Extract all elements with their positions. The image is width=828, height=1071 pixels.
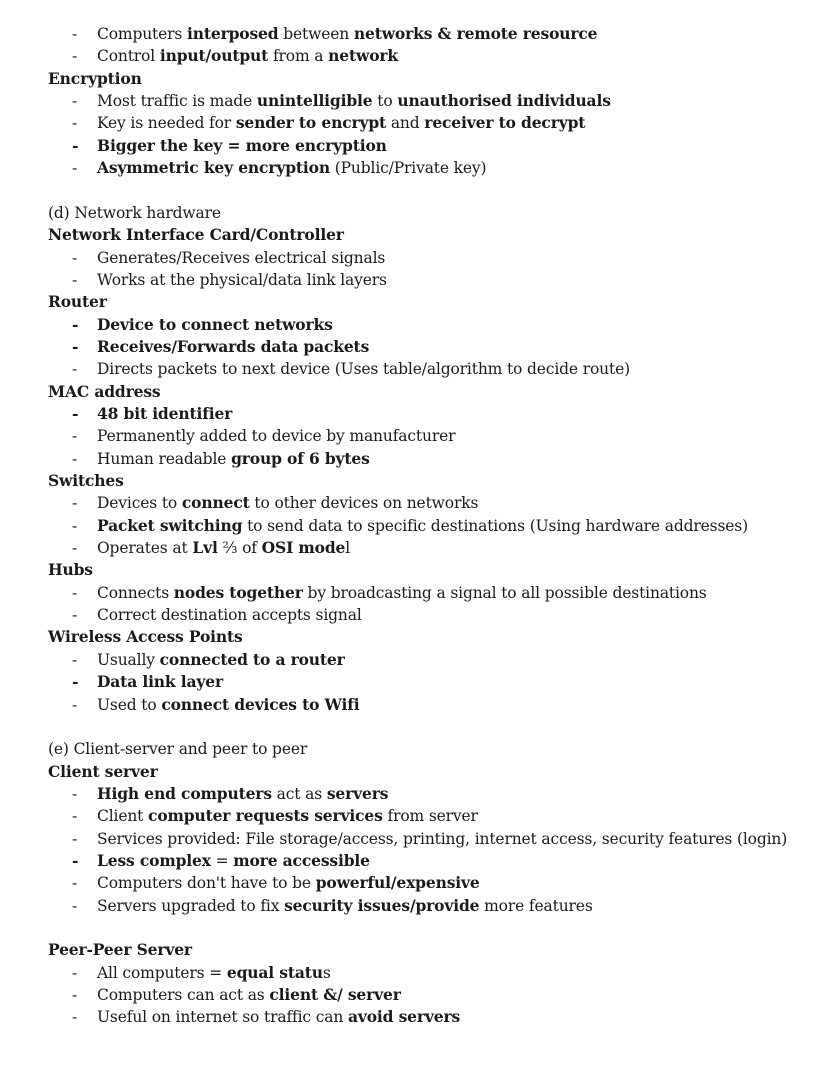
text: (Public/Private key) [329, 159, 487, 178]
bold-text: more accessible [233, 850, 370, 870]
bold-text: High end computers [97, 783, 272, 803]
dash-bullet-icon: - [72, 784, 78, 803]
bullet-item [72, 649, 345, 671]
bold-text: Lvl [192, 538, 218, 558]
bold-text: unintelligible [256, 91, 373, 111]
text: Control [97, 47, 160, 66]
section-heading: MAC address [48, 381, 161, 401]
bold-text: Receives/Forwards data packets [97, 336, 370, 356]
section-heading: Network Interface Card/Controller [48, 225, 344, 245]
text: more features [479, 896, 593, 915]
dash-bullet-icon: - [72, 248, 78, 267]
bold-text: networks & remote resource [353, 24, 598, 43]
bullet-item [72, 582, 707, 604]
dash-bullet-icon: - [72, 360, 78, 379]
bold-text: connected to a router [159, 649, 345, 669]
bold-text: Device to connect networks [97, 314, 333, 334]
bold-text: 48 bit identifier [97, 403, 233, 423]
text: Useful on internet so traffic can [97, 1008, 348, 1027]
bold-text: sender to encrypt [235, 113, 387, 133]
bullet-item [72, 828, 787, 850]
dash-bullet-icon: - [72, 672, 79, 692]
bullet-item [72, 1006, 460, 1028]
bold-text: avoid servers [347, 1007, 461, 1027]
text: Client [97, 807, 149, 826]
dash-bullet-icon: - [72, 47, 78, 66]
dash-bullet-icon: - [72, 92, 78, 111]
dash-bullet-icon: - [72, 25, 78, 43]
bullet-item [72, 45, 398, 67]
text: Most traffic is made [97, 92, 257, 111]
section-heading: Wireless Access Points [48, 627, 243, 647]
bullet-item [72, 358, 630, 380]
bullet-item [72, 135, 387, 157]
bold-text: client &/ server [269, 985, 401, 1005]
bullet-item [72, 872, 480, 894]
text: l [345, 539, 351, 558]
dash-bullet-icon: - [72, 270, 78, 289]
bullet-item [72, 23, 597, 45]
text: to other devices on networks [249, 494, 479, 513]
section-heading: Client server [48, 761, 158, 781]
text: Computers [97, 25, 187, 43]
section-title: (d) Network hardware [48, 203, 221, 222]
section-heading: Router [48, 292, 107, 312]
bold-text: connect [181, 493, 250, 513]
bullet-item [72, 805, 478, 827]
text: Works at the physical/data link layers [97, 270, 387, 289]
bold-text: nodes together [173, 582, 303, 602]
bold-text: OSI mode [261, 538, 346, 558]
text: = [210, 851, 234, 870]
dash-bullet-icon: - [72, 829, 78, 848]
text: Permanently added to device by manufacturer [97, 427, 456, 446]
text: Generates/Receives electrical signals [97, 248, 386, 267]
dash-bullet-icon: - [72, 516, 78, 535]
text: ⅔ of [217, 539, 262, 558]
text: to [372, 92, 398, 111]
text: All computers = [97, 963, 227, 982]
bullet-item [72, 448, 370, 470]
bullet-item [72, 314, 333, 336]
bullet-item [72, 112, 585, 134]
bullet-item [72, 403, 232, 425]
bold-text: Bigger the key = more encryption [97, 135, 387, 155]
dash-bullet-icon: - [72, 896, 78, 915]
dash-bullet-icon: - [72, 403, 79, 423]
text: Human readable [97, 449, 232, 468]
section-title: (e) Client-server and peer to peer [48, 740, 308, 759]
bold-text: computer requests services [148, 806, 383, 826]
dash-bullet-icon: - [72, 159, 78, 178]
text: to send data to specific destinations (Using hardware addresses) [242, 516, 748, 535]
text: act as [271, 784, 327, 803]
section-heading: Switches [48, 471, 124, 490]
dash-bullet-icon: - [72, 449, 78, 468]
dash-bullet-icon: - [72, 336, 79, 356]
section-heading: Peer-Peer Server [48, 940, 192, 960]
bold-text: security issues/provide [284, 895, 480, 915]
dash-bullet-icon: - [72, 314, 79, 334]
dash-bullet-icon: - [72, 695, 78, 714]
bullet-item [72, 515, 748, 537]
dash-bullet-icon: - [72, 807, 78, 826]
bullet-item [72, 984, 401, 1006]
bold-text: Data link layer [97, 672, 223, 692]
text: from server [382, 807, 478, 826]
text: Operates at [97, 539, 193, 558]
text: Directs packets to next device (Uses table/algorithm to decide route) [97, 360, 630, 379]
text: Computers don't have to be [97, 874, 316, 893]
dash-bullet-icon: - [72, 850, 79, 870]
text: s [322, 963, 331, 982]
bullet-item [72, 269, 387, 291]
text: Connects [97, 583, 174, 602]
text: and [386, 114, 425, 133]
bold-text: network [328, 46, 398, 66]
bold-text: connect devices to Wifi [161, 694, 360, 714]
bullet-item [72, 336, 369, 358]
bold-text: group of 6 bytes [231, 448, 370, 468]
text: Correct destination accepts signal [97, 606, 362, 625]
bullet-item [72, 425, 455, 447]
dash-bullet-icon: - [72, 1008, 78, 1027]
bullet-item [72, 604, 362, 626]
text: Devices to [97, 494, 182, 513]
text: from a [268, 47, 329, 66]
text: Servers upgraded to fix [97, 896, 285, 915]
bullet-item [72, 694, 360, 716]
dash-bullet-icon: - [72, 114, 78, 133]
bullet-item [72, 492, 478, 514]
text: by broadcasting a signal to all possible destinations [302, 583, 707, 602]
bullet-item [72, 247, 385, 269]
bold-text: interposed [187, 24, 279, 43]
text: between [278, 25, 354, 43]
section-heading: Encryption [48, 68, 142, 88]
dash-bullet-icon: - [72, 963, 78, 982]
text: Used to [97, 695, 162, 714]
dash-bullet-icon: - [72, 494, 78, 513]
bold-text: equal statu [226, 962, 323, 982]
bold-text: receiver to decrypt [424, 113, 586, 133]
bullet-item [72, 90, 611, 112]
text: Services provided: File storage/access, printing, internet access, security features (login) [97, 829, 788, 848]
text: Key is needed for [97, 114, 236, 133]
bullet-item [72, 157, 486, 179]
bold-text: unauthorised individuals [397, 91, 611, 111]
dash-bullet-icon: - [72, 135, 79, 155]
bullet-item [72, 895, 593, 917]
bullet-item [72, 537, 350, 559]
text: Computers can act as [97, 986, 270, 1005]
dash-bullet-icon: - [72, 539, 78, 558]
bold-text: powerful/expensive [315, 873, 480, 893]
bold-text: servers [326, 783, 389, 803]
dash-bullet-icon: - [72, 874, 78, 893]
bold-text: input/output [159, 46, 269, 66]
bold-text: Less complex [97, 850, 211, 870]
bullet-item [72, 850, 370, 872]
bullet-item [72, 783, 388, 805]
dash-bullet-icon: - [72, 583, 78, 602]
section-heading: Hubs [48, 560, 93, 580]
text: Usually [97, 650, 160, 669]
bullet-item [72, 962, 331, 984]
dash-bullet-icon: - [72, 606, 78, 625]
bold-text: Asymmetric key encryption [97, 158, 330, 178]
dash-bullet-icon: - [72, 986, 78, 1005]
bold-text: Packet switching [97, 515, 243, 535]
dash-bullet-icon: - [72, 427, 78, 446]
bullet-item [72, 671, 223, 693]
dash-bullet-icon: - [72, 650, 78, 669]
